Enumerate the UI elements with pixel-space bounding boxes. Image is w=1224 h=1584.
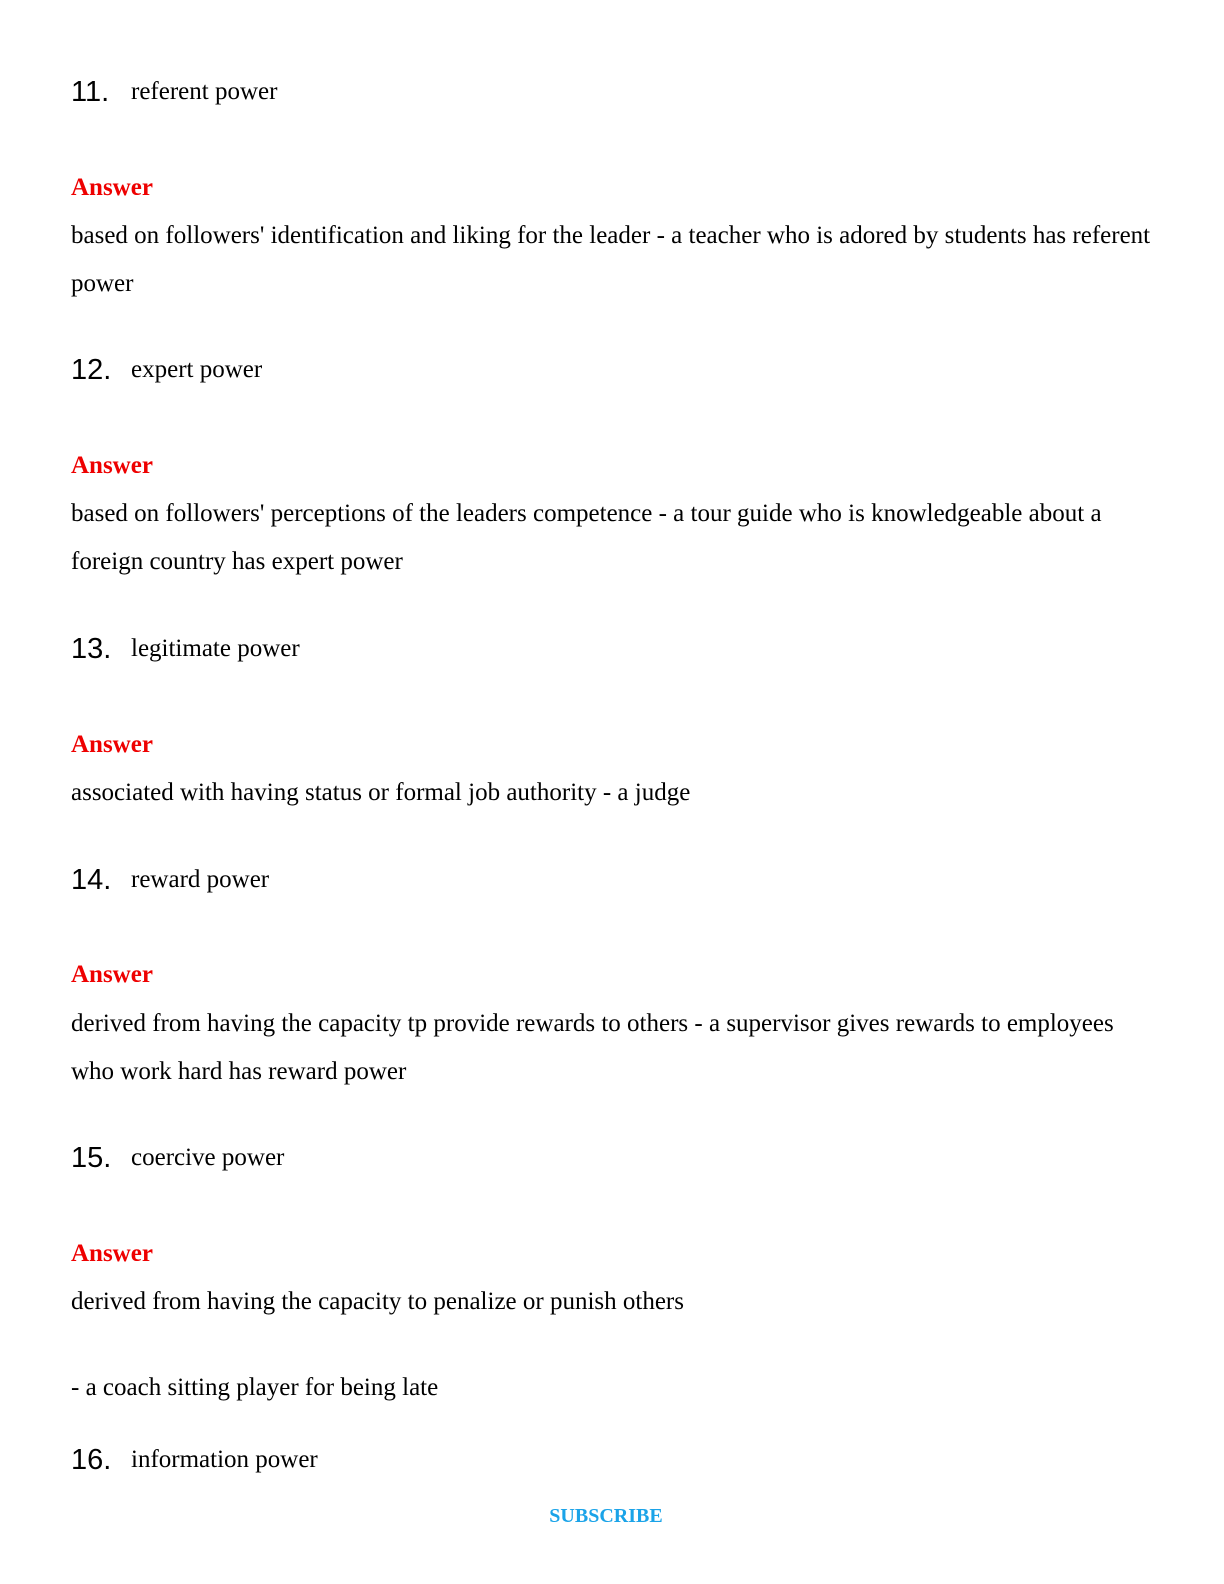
question-number: 16. [71,1444,112,1476]
question-number: 13. [71,633,112,665]
subscribe-link[interactable]: SUBSCRIBE [549,1505,663,1527]
answer-text: associated with having status or formal job authority - a judge [71,779,691,806]
question-term: legitimate power [131,635,300,662]
question-term: expert power [131,356,263,383]
question-number: 14. [71,864,112,896]
answer-text: based on followers' perceptions of the leaders competence - a tour guide who is knowledgeable about a foreign country has expert power [71,500,1102,575]
answer-text: based on followers' identification and liking for the leader - a teacher who is adored by students has referent power [71,222,1151,297]
question-term: coercive power [131,1144,285,1171]
answer-text: derived from having the capacity tp provide rewards to others - a supervisor gives rewards to employees who work hard has reward power [71,1010,1114,1085]
answer-label: Answer [71,731,153,758]
answer-text: derived from having the capacity to penalize or punish others [71,1288,684,1315]
answer-text-continued: - a coach sitting player for being late [71,1374,439,1401]
answer-label: Answer [71,1240,153,1267]
question-term: referent power [131,78,278,105]
answer-label: Answer [71,961,153,988]
question-number: 12. [71,354,112,386]
answer-label: Answer [71,174,153,201]
question-term: information power [131,1446,318,1473]
question-number: 15. [71,1142,112,1174]
question-number: 11. [71,76,110,108]
answer-label: Answer [71,452,153,479]
question-term: reward power [131,866,270,893]
